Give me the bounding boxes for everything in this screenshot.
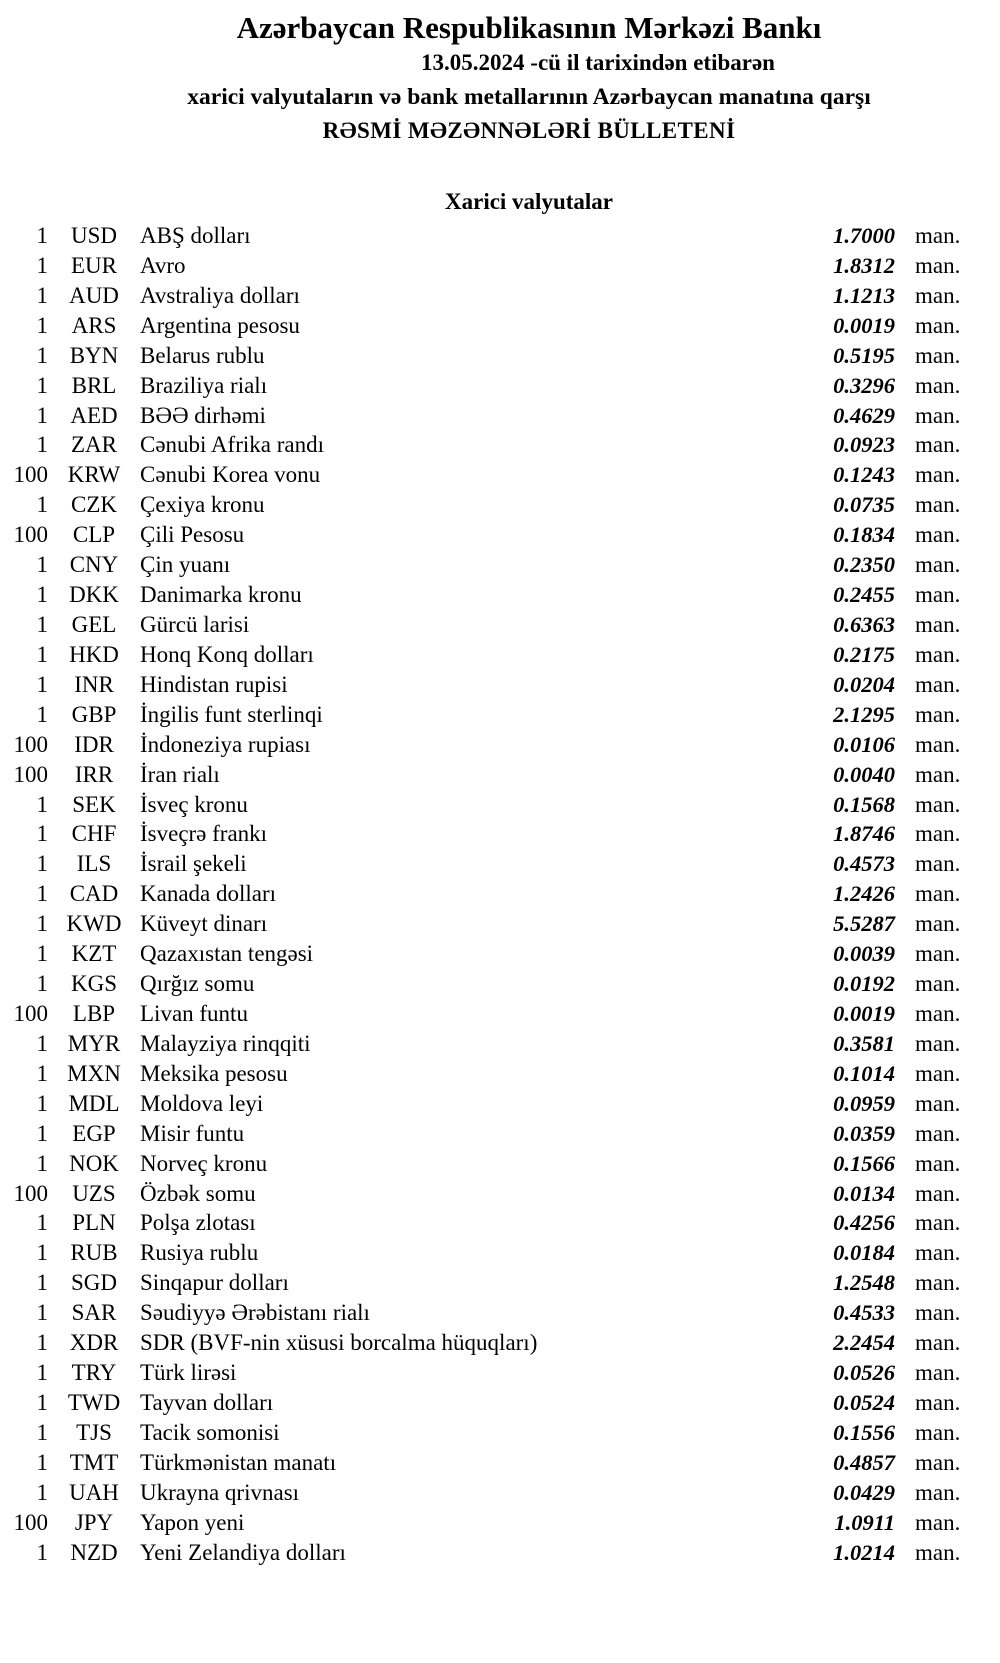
- rate-unit: man.: [915, 342, 961, 368]
- currency-rate: 1.8746: [833, 821, 895, 847]
- rate-unit: man.: [915, 641, 961, 667]
- rate-row: [0, 730, 1000, 760]
- rate-row: [0, 371, 1000, 401]
- currency-name: Polşa zlotası: [140, 1210, 256, 1236]
- currency-quantity: 1: [36, 701, 48, 727]
- rate-row: [0, 281, 1000, 311]
- currency-code: NZD: [70, 1539, 118, 1565]
- currency-code: TRY: [71, 1360, 117, 1386]
- currency-name: İsveç kronu: [140, 791, 248, 817]
- currency-name: Çexiya kronu: [140, 492, 265, 518]
- currency-name: Belarus rublu: [140, 342, 265, 368]
- currency-code: GBP: [71, 701, 117, 727]
- rate-unit: man.: [915, 1210, 961, 1236]
- rate-row: [0, 1298, 1000, 1328]
- currency-rate: 0.0040: [833, 761, 895, 787]
- rate-row: [0, 550, 1000, 580]
- rate-unit: man.: [915, 821, 961, 847]
- rate-row: [0, 1508, 1000, 1538]
- currency-rate: 0.1568: [833, 791, 895, 817]
- currency-code: MXN: [67, 1060, 121, 1086]
- currency-name: Çili Pesosu: [140, 522, 245, 548]
- currency-name: Qırğız somu: [140, 971, 255, 997]
- rate-unit: man.: [915, 911, 961, 937]
- currency-quantity: 1: [36, 611, 48, 637]
- currency-quantity: 1: [36, 372, 48, 398]
- currency-quantity: 1: [36, 402, 48, 428]
- rate-row: [0, 430, 1000, 460]
- currency-code: AUD: [69, 282, 119, 308]
- rate-unit: man.: [915, 312, 961, 338]
- subtitle-line: xarici valyutaların və bank metallarının Azərbaycan manatına qarşı: [187, 84, 871, 110]
- currency-name: Braziliya rialı: [140, 372, 268, 398]
- rate-row: [0, 1149, 1000, 1179]
- currency-name: İran rialı: [140, 761, 220, 787]
- rate-row: [0, 341, 1000, 371]
- rate-row: [0, 610, 1000, 640]
- currency-quantity: 1: [36, 821, 48, 847]
- currency-name: Özbək somu: [140, 1180, 256, 1206]
- currency-rate: 0.1014: [833, 1060, 895, 1086]
- currency-quantity: 1: [36, 881, 48, 907]
- currency-name: Malayziya rinqqiti: [140, 1030, 311, 1056]
- currency-name: Moldova leyi: [140, 1090, 264, 1116]
- currency-name: Norveç kronu: [140, 1150, 268, 1176]
- currency-rate: 1.8312: [833, 252, 895, 278]
- rate-unit: man.: [915, 1180, 961, 1206]
- currency-code: KWD: [66, 911, 122, 937]
- currency-name: Avro: [140, 252, 186, 278]
- rate-row: [0, 969, 1000, 999]
- rate-unit: man.: [915, 1509, 961, 1535]
- currency-code: EGP: [72, 1120, 116, 1146]
- currency-rate: 0.0923: [833, 432, 895, 458]
- currency-rate: 0.4533: [833, 1300, 895, 1326]
- effective-date-line: 13.05.2024 -cü il tarixindən etibarən: [421, 50, 775, 75]
- currency-code: HKD: [69, 641, 119, 667]
- currency-code: TMT: [69, 1449, 119, 1475]
- currency-name: Yapon yeni: [140, 1509, 245, 1535]
- currency-quantity: 1: [36, 791, 48, 817]
- rate-unit: man.: [915, 1539, 961, 1565]
- currency-quantity: 1: [36, 223, 48, 248]
- currency-code: TWD: [67, 1389, 121, 1415]
- currency-rate: 0.0184: [833, 1240, 895, 1266]
- currency-quantity: 100: [13, 1509, 48, 1535]
- currency-quantity: 1: [36, 1300, 48, 1326]
- rate-row: [0, 790, 1000, 820]
- currency-quantity: 100: [13, 522, 48, 548]
- currency-rate: 0.5195: [833, 342, 895, 368]
- rate-unit: man.: [915, 223, 961, 248]
- currency-name: Danimarka kronu: [140, 582, 302, 608]
- currency-quantity: 1: [36, 282, 48, 308]
- currency-name: Honq Konq dolları: [140, 641, 314, 667]
- rate-unit: man.: [915, 731, 961, 757]
- rate-row: [0, 251, 1000, 281]
- currency-quantity: 1: [36, 911, 48, 937]
- currency-quantity: 100: [13, 462, 48, 488]
- currency-rate: 0.0526: [833, 1360, 895, 1386]
- rate-row: [0, 939, 1000, 969]
- currency-code: MDL: [68, 1090, 120, 1116]
- rate-row: [0, 1179, 1000, 1209]
- currency-rate: 0.0359: [833, 1120, 895, 1146]
- rate-unit: man.: [915, 552, 961, 578]
- currency-code: KRW: [67, 462, 121, 488]
- currency-rate: 2.1295: [833, 701, 895, 727]
- currency-rate: 0.0106: [833, 731, 895, 757]
- currency-rate: 0.0192: [833, 971, 895, 997]
- currency-rate: 1.0911: [834, 1509, 895, 1535]
- currency-code: IRR: [74, 761, 114, 787]
- rate-unit: man.: [915, 492, 961, 518]
- rate-row: [0, 520, 1000, 550]
- currency-name: Livan funtu: [140, 1000, 248, 1026]
- currency-quantity: 1: [36, 1240, 48, 1266]
- rate-unit: man.: [915, 1419, 961, 1445]
- currency-quantity: 1: [36, 312, 48, 338]
- currency-name: Avstraliya dolları: [140, 282, 300, 308]
- currency-rate: 0.1566: [833, 1150, 895, 1176]
- rate-unit: man.: [915, 1120, 961, 1146]
- currency-rate: 0.0019: [833, 312, 895, 338]
- currency-name: İndoneziya rupiası: [140, 731, 311, 757]
- rate-unit: man.: [915, 971, 961, 997]
- rate-row: [0, 1119, 1000, 1149]
- rate-row: [0, 1448, 1000, 1478]
- rate-row: [0, 311, 1000, 341]
- currency-name: Tacik somonisi: [140, 1419, 280, 1445]
- currency-quantity: 1: [36, 1150, 48, 1176]
- rate-row: [0, 460, 1000, 490]
- rate-unit: man.: [915, 1449, 961, 1475]
- bulletin-title: RƏSMİ MƏZƏNNƏLƏRİ BÜLLETENİ: [322, 118, 736, 143]
- currency-code: CLP: [72, 522, 116, 548]
- currency-rate: 2.2454: [833, 1330, 895, 1356]
- currency-rate: 0.3581: [833, 1030, 895, 1056]
- currency-quantity: 1: [36, 342, 48, 368]
- currency-quantity: 1: [36, 1210, 48, 1236]
- rate-unit: man.: [915, 582, 961, 608]
- rate-row: [0, 1388, 1000, 1418]
- currency-rate: 0.4629: [833, 402, 895, 428]
- rate-unit: man.: [915, 701, 961, 727]
- rate-row: [0, 760, 1000, 790]
- rate-row: [0, 909, 1000, 939]
- currency-quantity: 1: [36, 252, 48, 278]
- currency-rate: 1.2426: [833, 881, 895, 907]
- currency-code: BRL: [71, 372, 117, 398]
- rate-row: [0, 879, 1000, 909]
- currency-name: İngilis funt sterlinqi: [140, 701, 323, 727]
- currency-name: Meksika pesosu: [140, 1060, 288, 1086]
- currency-rate: 0.1556: [833, 1419, 895, 1445]
- currency-name: Cənubi Afrika randı: [140, 432, 324, 458]
- currency-code: GEL: [71, 611, 117, 637]
- rate-unit: man.: [915, 1240, 961, 1266]
- currency-name: Rusiya rublu: [140, 1240, 259, 1266]
- rate-unit: man.: [915, 432, 961, 458]
- currency-rate: 0.2455: [833, 582, 895, 608]
- rate-unit: man.: [915, 941, 961, 967]
- currency-quantity: 1: [36, 582, 48, 608]
- currency-rate: 0.4256: [833, 1210, 895, 1236]
- currency-name: Qazaxıstan tengəsi: [140, 941, 314, 967]
- currency-code: SGD: [70, 1270, 117, 1296]
- currency-code: UAH: [69, 1479, 119, 1505]
- currency-code: SAR: [71, 1300, 117, 1326]
- currency-quantity: 1: [36, 1419, 48, 1445]
- currency-rate: 1.7000: [833, 223, 895, 248]
- rate-unit: man.: [915, 1360, 961, 1386]
- currency-rate: 0.6363: [833, 611, 895, 637]
- rate-row: [0, 401, 1000, 431]
- currency-name: Küveyt dinarı: [140, 911, 268, 937]
- currency-quantity: 1: [36, 851, 48, 877]
- currency-name: Tayvan dolları: [140, 1389, 274, 1415]
- bank-title: Azərbaycan Respublikasının Mərkəzi Bankı: [236, 10, 822, 45]
- rate-row: [0, 1268, 1000, 1298]
- section-title-foreign-currencies: Xarici valyutalar: [445, 189, 613, 214]
- rate-unit: man.: [915, 761, 961, 787]
- rate-unit: man.: [915, 791, 961, 817]
- currency-code: ARS: [71, 312, 117, 338]
- currency-quantity: 1: [36, 1479, 48, 1505]
- currency-quantity: 1: [36, 432, 48, 458]
- rate-row: [0, 1418, 1000, 1448]
- currency-code: ZAR: [71, 432, 117, 458]
- currency-quantity: 1: [36, 971, 48, 997]
- currency-quantity: 1: [36, 492, 48, 518]
- rate-unit: man.: [915, 522, 961, 548]
- rate-row: [0, 1238, 1000, 1268]
- currency-quantity: 100: [13, 761, 48, 787]
- currency-name: Səudiyyə Ərəbistanı rialı: [140, 1300, 370, 1326]
- currency-quantity: 1: [36, 1090, 48, 1116]
- rate-row: [0, 490, 1000, 520]
- currency-name: Ukrayna qrivnası: [140, 1479, 300, 1505]
- currency-quantity: 1: [36, 671, 48, 697]
- rate-unit: man.: [915, 1150, 961, 1176]
- currency-name: Yeni Zelandiya dolları: [140, 1539, 346, 1565]
- currency-rate: 0.4573: [833, 851, 895, 877]
- currency-quantity: 1: [36, 1539, 48, 1565]
- rate-row: [0, 849, 1000, 879]
- currency-rate: 1.2548: [833, 1270, 895, 1296]
- currency-quantity: 1: [36, 641, 48, 667]
- currency-quantity: 100: [13, 1000, 48, 1026]
- rate-row: [0, 221, 1000, 251]
- currency-quantity: 1: [36, 1360, 48, 1386]
- currency-code: KGS: [70, 971, 117, 997]
- currency-code: INR: [74, 671, 114, 697]
- currency-code: CZK: [71, 492, 117, 518]
- rate-unit: man.: [915, 462, 961, 488]
- currency-code: RUB: [70, 1240, 118, 1266]
- currency-name: Kanada dolları: [140, 881, 277, 907]
- currency-name: Türkmənistan manatı: [140, 1449, 337, 1475]
- currency-code: BYN: [69, 342, 119, 368]
- currency-name: Sinqapur dolları: [140, 1270, 289, 1296]
- currency-rate: 0.0959: [833, 1090, 895, 1116]
- currency-name: Argentina pesosu: [140, 312, 300, 338]
- rate-unit: man.: [915, 1330, 961, 1356]
- rate-unit: man.: [915, 881, 961, 907]
- currency-code: PLN: [72, 1210, 116, 1236]
- currency-name: Misir funtu: [140, 1120, 245, 1146]
- rate-unit: man.: [915, 402, 961, 428]
- currency-code: CHF: [71, 821, 117, 847]
- rate-unit: man.: [915, 1030, 961, 1056]
- rate-row: [0, 999, 1000, 1029]
- currency-rate: 0.2175: [833, 641, 895, 667]
- rate-unit: man.: [915, 1090, 961, 1116]
- currency-rate: 0.0134: [833, 1180, 895, 1206]
- rate-unit: man.: [915, 372, 961, 398]
- currency-code: MYR: [67, 1030, 121, 1056]
- currency-name: Hindistan rupisi: [140, 671, 288, 697]
- currency-name: BƏƏ dirhəmi: [140, 402, 266, 428]
- currency-quantity: 1: [36, 1449, 48, 1475]
- rate-unit: man.: [915, 611, 961, 637]
- currency-name: Türk lirəsi: [140, 1360, 237, 1386]
- currency-quantity: 1: [36, 1330, 48, 1356]
- currency-code: TJS: [76, 1419, 112, 1445]
- currency-quantity: 1: [36, 1120, 48, 1146]
- currency-code: CNY: [69, 552, 119, 578]
- currency-rate: 0.4857: [833, 1449, 895, 1475]
- currency-rate: 0.3296: [833, 372, 895, 398]
- currency-quantity: 1: [36, 552, 48, 578]
- rate-unit: man.: [915, 851, 961, 877]
- currency-rate: 0.1834: [833, 522, 895, 548]
- currency-rate: 0.0039: [833, 941, 895, 967]
- currency-name: Çin yuanı: [140, 552, 231, 578]
- currency-quantity: 1: [36, 1270, 48, 1296]
- currency-code: KZT: [71, 941, 117, 967]
- rate-row: [0, 670, 1000, 700]
- currency-code: SEK: [72, 791, 116, 817]
- currency-rate: 0.0524: [833, 1389, 895, 1415]
- rate-unit: man.: [915, 1479, 961, 1505]
- rate-unit: man.: [915, 282, 961, 308]
- rate-unit: man.: [915, 252, 961, 278]
- currency-code: XDR: [69, 1330, 119, 1356]
- rate-row: [0, 640, 1000, 670]
- rate-unit: man.: [915, 1300, 961, 1326]
- rates-table: [0, 221, 1000, 1567]
- currency-code: DKK: [69, 582, 119, 608]
- rate-unit: man.: [915, 1389, 961, 1415]
- rate-row: [0, 1478, 1000, 1508]
- currency-rate: 1.1213: [833, 282, 895, 308]
- currency-rate: 5.5287: [833, 911, 895, 937]
- rate-row: [0, 1538, 1000, 1568]
- rate-row: [0, 1358, 1000, 1388]
- rate-row: [0, 700, 1000, 730]
- currency-rate: 0.0735: [833, 492, 895, 518]
- currency-code: AED: [70, 402, 118, 428]
- currency-quantity: 1: [36, 1030, 48, 1056]
- currency-quantity: 1: [36, 941, 48, 967]
- rate-unit: man.: [915, 1000, 961, 1026]
- rate-row: [0, 1029, 1000, 1059]
- currency-name: Gürcü larisi: [140, 611, 250, 637]
- currency-name: SDR (BVF-nin xüsusi borcalma hüquqları): [140, 1330, 538, 1356]
- currency-rate: 0.1243: [833, 462, 895, 488]
- currency-rate: 0.0204: [833, 671, 895, 697]
- rate-row: [0, 1328, 1000, 1358]
- currency-code: CAD: [69, 881, 119, 907]
- currency-name: ABŞ dolları: [140, 223, 251, 248]
- currency-code: JPY: [74, 1509, 114, 1535]
- currency-quantity: 1: [36, 1389, 48, 1415]
- rate-unit: man.: [915, 671, 961, 697]
- currency-name: Cənubi Korea vonu: [140, 462, 321, 488]
- currency-name: İsrail şekeli: [140, 851, 247, 877]
- rate-row: [0, 819, 1000, 849]
- currency-rate: 1.0214: [833, 1539, 895, 1565]
- currency-name: İsveçrə frankı: [140, 821, 268, 847]
- currency-code: LBP: [72, 1000, 116, 1026]
- rate-row: [0, 1208, 1000, 1238]
- currency-rate: 0.2350: [833, 552, 895, 578]
- currency-code: UZS: [72, 1180, 116, 1206]
- currency-rate: 0.0019: [833, 1000, 895, 1026]
- rate-unit: man.: [915, 1060, 961, 1086]
- currency-quantity: 1: [36, 1060, 48, 1086]
- currency-quantity: 100: [13, 731, 48, 757]
- currency-code: EUR: [71, 252, 117, 278]
- rate-unit: man.: [915, 1270, 961, 1296]
- rate-row: [0, 1089, 1000, 1119]
- currency-quantity: 100: [13, 1180, 48, 1206]
- currency-rate: 0.0429: [833, 1479, 895, 1505]
- currency-code: IDR: [74, 731, 114, 757]
- currency-code: ILS: [76, 851, 112, 877]
- currency-code: USD: [70, 223, 117, 248]
- currency-code: NOK: [69, 1150, 119, 1176]
- rate-row: [0, 1059, 1000, 1089]
- rate-row: [0, 580, 1000, 610]
